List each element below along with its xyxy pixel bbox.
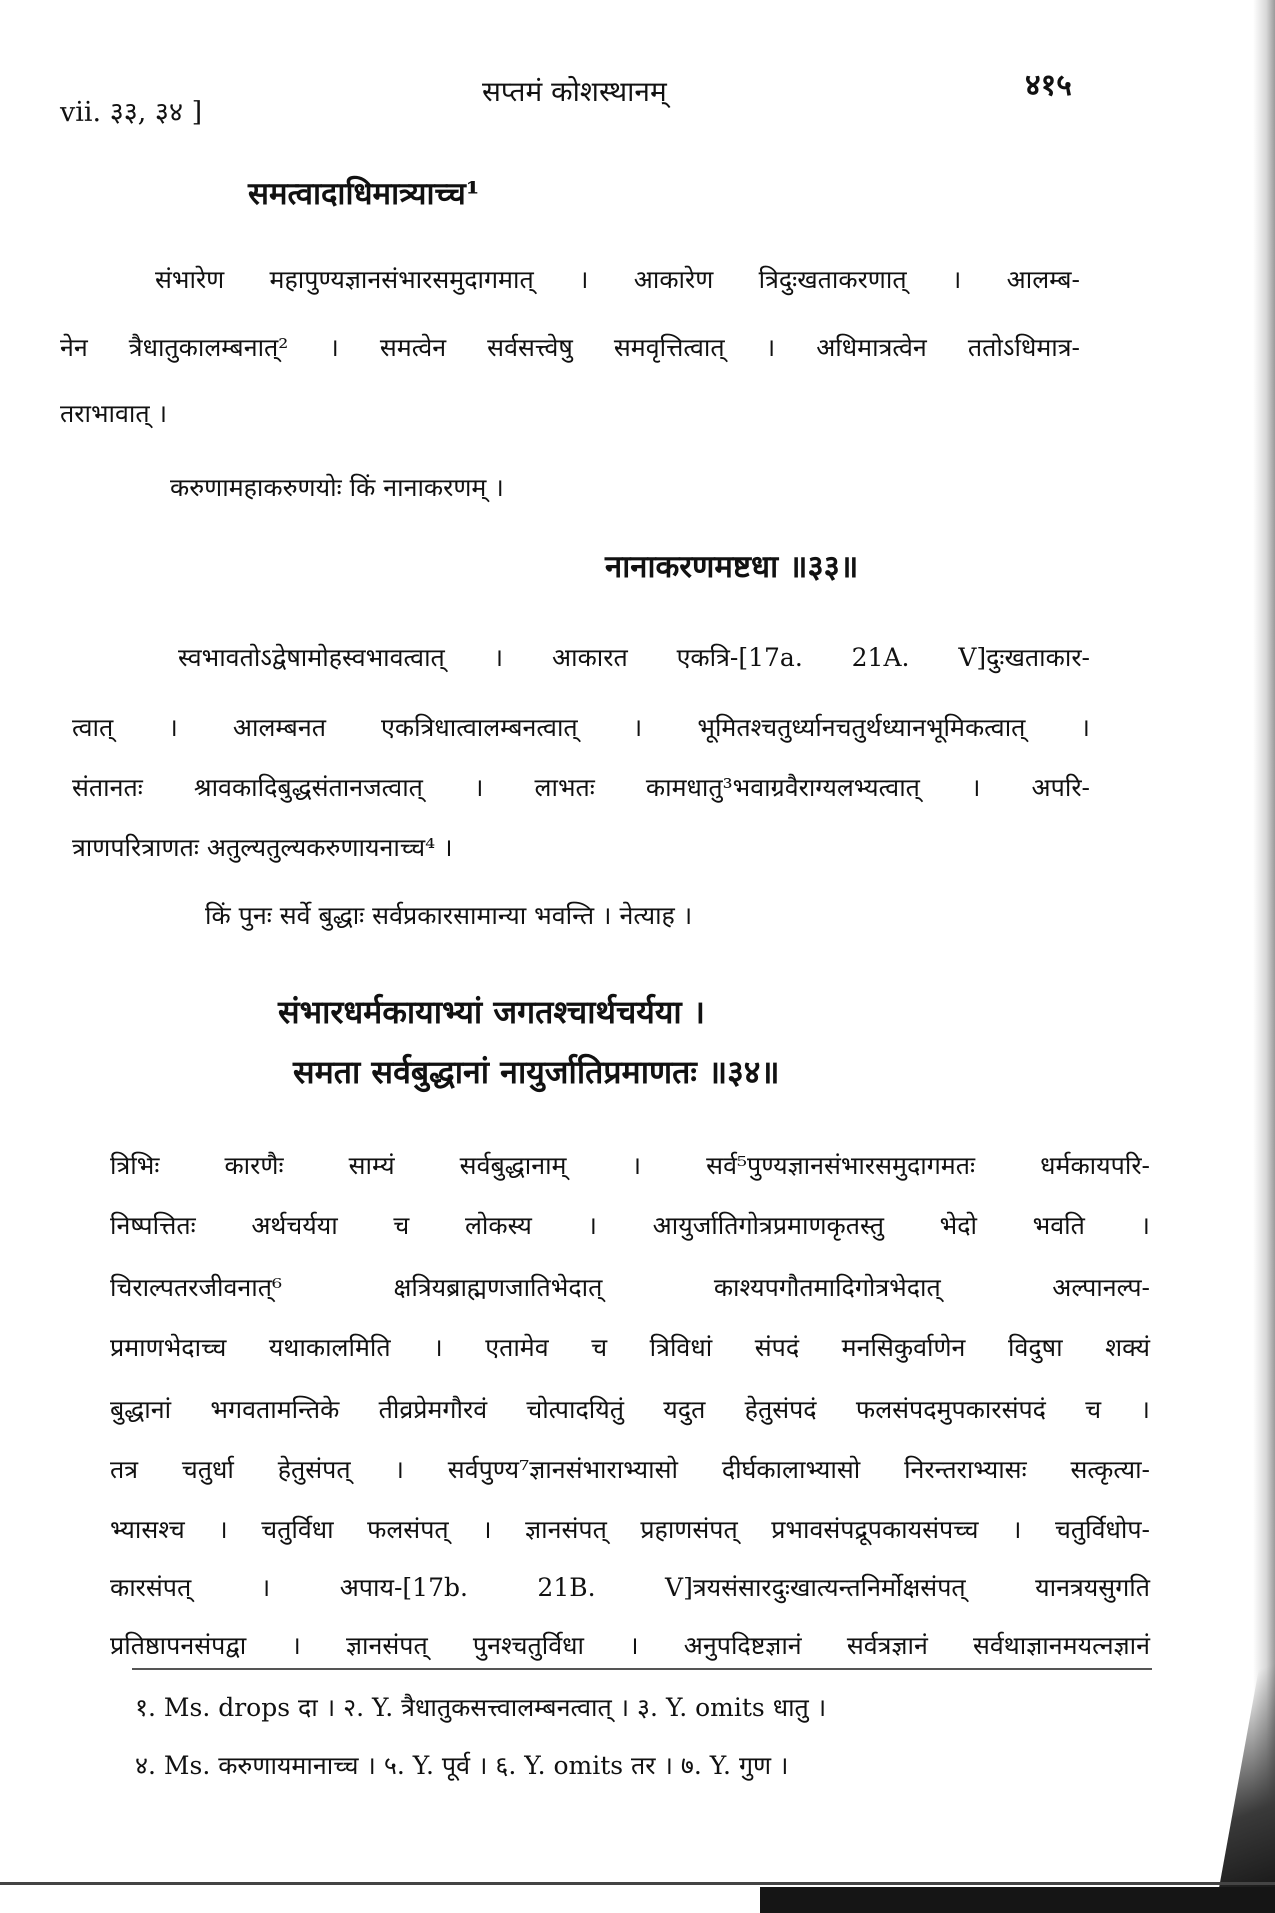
commentary-32-line-2: नेन त्रैधातुकालम्बनात्² । समत्वेन सर्वसत्त्वेषु समवृत्तित्वात् । अधिमात्रत्वेन ततोऽधिमात्र- bbox=[60, 333, 1080, 362]
footnote-line-2: ४. Ms. करुणायमानाच्च । ५. Y. पूर्व । ६. Y. omits तर । ७. Y. गुण । bbox=[135, 1751, 789, 1780]
verse-32b: समत्वादाधिमात्र्याच्च¹ bbox=[248, 176, 480, 212]
commentary-32-line-1: संभारेण महापुण्यज्ञानसंभारसमुदागमात् । आकारेण त्रिदुःखताकरणात् । आलम्ब- bbox=[155, 265, 1080, 294]
question-34: किं पुनः सर्वे बुद्धाः सर्वप्रकारसामान्या भवन्ति । नेत्याह । bbox=[205, 901, 693, 930]
bottom-edge-shadow bbox=[760, 1887, 1275, 1913]
commentary-34-line-8: कारसंपत् । अपाय-[17b. 21B. V]त्रयसंसारदुःखात्यन्तनिर्मोक्षसंपत् यानत्रयसुगति bbox=[110, 1573, 1150, 1602]
commentary-34-line-4: प्रमाणभेदाच्च यथाकालमिति । एतामेव च त्रिविधां संपदं मनसिकुर्वाणेन विदुषा शक्यं bbox=[110, 1333, 1150, 1362]
header-title: सप्तमं कोशस्थानम् bbox=[482, 75, 667, 108]
question-33: करुणामहाकरुणयोः किं नानाकरणम् । bbox=[170, 473, 504, 502]
scan-corner-artifact bbox=[1215, 1580, 1275, 1910]
header-section-ref: vii. ३३, ३४ ] bbox=[60, 97, 203, 128]
commentary-34-line-1: त्रिभिः कारणैः साम्यं सर्वबुद्धानाम् । सर्व⁵पुण्यज्ञानसंभारसमुदागमतः धर्मकायपरि- bbox=[110, 1151, 1150, 1180]
commentary-33-line-4: त्राणपरित्राणतः अतुल्यतुल्यकरुणायनाच्च⁴ । bbox=[72, 833, 453, 862]
bottom-edge-line bbox=[0, 1882, 1275, 1885]
commentary-34-line-7: भ्यासश्च । चतुर्विधा फलसंपत् । ज्ञानसंपत् प्रहाणसंपत् प्रभावसंपद्रूपकायसंपच्च । चतुर्विधोप- bbox=[110, 1515, 1150, 1544]
commentary-34-line-5: बुद्धानां भगवतामन्तिके तीव्रप्रेमगौरवं चोत्पादयितुं यदुत हेतुसंपदं फलसंपदमुपकारसंपदं च । bbox=[110, 1395, 1150, 1424]
commentary-33-line-3: संतानतः श्रावकादिबुद्धसंतानजत्वात् । लाभतः कामधातु³भवाग्रवैराग्यलभ्यत्वात् । अपरि- bbox=[72, 773, 1090, 802]
footnote-line-1: १. Ms. drops दा । २. Y. त्रैधातुकसत्त्वालम्बनत्वात् । ३. Y. omits धातु । bbox=[135, 1693, 827, 1722]
commentary-34-line-6: तत्र चतुर्धा हेतुसंपत् । सर्वपुण्य⁷ज्ञानसंभाराभ्यासो दीर्घकालाभ्यासो निरन्तराभ्यासः सत्कृत्या- bbox=[110, 1455, 1150, 1484]
verse-34-line-2: समता सर्वबुद्धानां नायुर्जातिप्रमाणतः ॥३४॥ bbox=[293, 1053, 780, 1091]
commentary-34-line-9: प्रतिष्ठापनसंपद्वा । ज्ञानसंपत् पुनश्चतुर्विधा । अनुपदिष्टज्ञानं सर्वत्रज्ञानं सर्वथाज्ञानमयत्नज्ञानं bbox=[110, 1631, 1150, 1660]
commentary-33-line-2: त्वात् । आलम्बनत एकत्रिधात्वालम्बनत्वात् । भूमितश्चतुर्ध्यानचतुर्थध्यानभूमिकत्वात् । bbox=[72, 713, 1090, 742]
commentary-32-line-3: तराभावात् । bbox=[60, 399, 168, 428]
commentary-33-line-1: स्वभावतोऽद्वेषामोहस्वभावत्वात् । आकारत एकत्रि-[17a. 21A. V]दुःखताकार- bbox=[178, 643, 1090, 672]
commentary-34-line-2: निष्पत्तितः अर्थचर्यया च लोकस्य । आयुर्जातिगोत्रप्रमाणकृतस्तु भेदो भवति । bbox=[110, 1211, 1150, 1240]
verse-34-line-1: संभारधर्मकायाभ्यां जगतश्चार्थचर्यया । bbox=[278, 993, 705, 1031]
page-number: ४१५ bbox=[1025, 68, 1072, 103]
verse-33: नानाकरणमष्टधा ॥३३॥ bbox=[605, 549, 859, 585]
commentary-34-line-3: चिराल्पतरजीवनात्⁶ क्षत्रियब्राह्मणजातिभेदात् काश्यपगौतमादिगोत्रभेदात् अल्पानल्प- bbox=[110, 1273, 1150, 1302]
footnote-rule bbox=[132, 1668, 1152, 1670]
